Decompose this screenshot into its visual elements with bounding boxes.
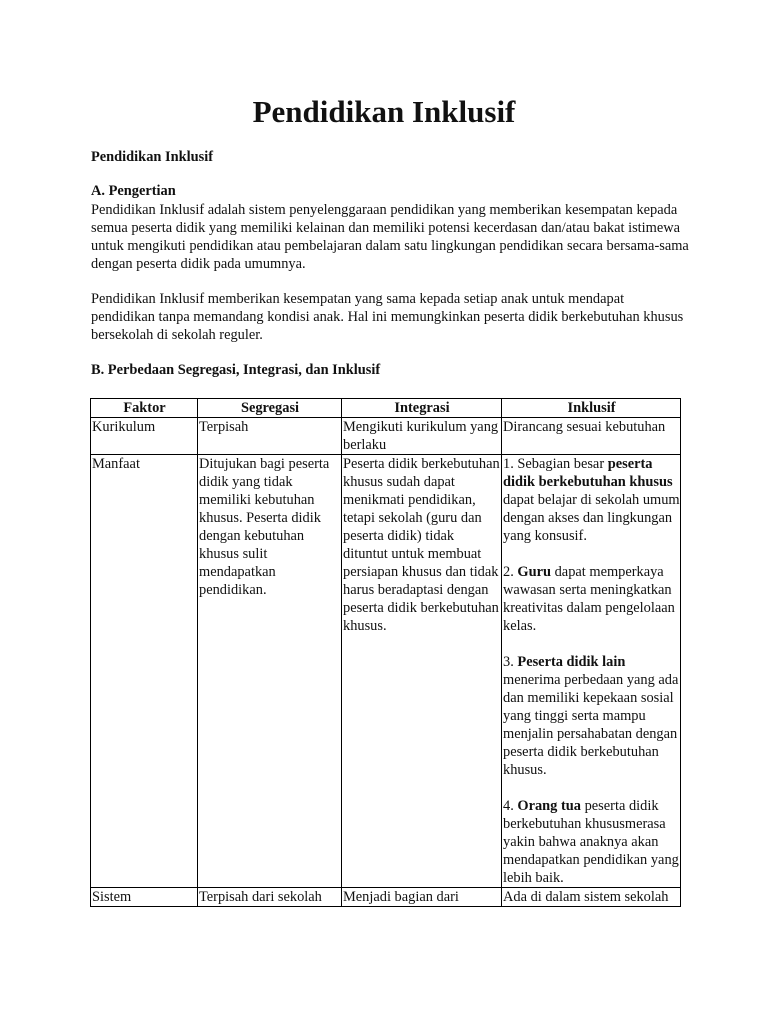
benefit-2-rest: dapat memperkaya wawasan serta meningkatkan kreativitas dalam pengelolaan kelas. [503, 564, 675, 634]
section-a-paragraph-2: Pendidikan Inklusif memberikan kesempatan yang sama kepada setiap anak untuk mendapat pendidikan tanpa memandang kondisi anak. Hal ini memungkinkan peserta didik berkebutuhan khusus bersekolah di sekolah reguler. [91, 291, 684, 343]
cell-sistem-faktor: Sistem [91, 888, 198, 907]
benefit-1-rest: dapat belajar di sekolah umum dengan akses dan lingkungan yang konsusif. [503, 492, 680, 544]
header-faktor: Faktor [91, 399, 198, 418]
page-title: Pendidikan Inklusif [252, 94, 516, 129]
cell-kurikulum-inklusif: Dirancang sesuai kebutuhan [502, 418, 681, 455]
cell-kurikulum-faktor: Kurikulum [91, 418, 198, 455]
benefit-3-bold: Peserta didik lain [517, 654, 626, 670]
section-a-paragraph-1: Pendidikan Inklusif adalah sistem penyelenggaraan pendidikan yang memberikan kesempatan kepada semua peserta didik yang memiliki kelainan dan memiliki potensi kecerdasan dan/atau bakat istimewa untuk mengikuti pendidikan atau pembelajaran dalam satu lingkungan pendidikan secara bersama-sama dengan peserta didik pada umumnya. [91, 202, 689, 272]
table-row-manfaat [91, 455, 681, 888]
benefit-2-number: 2. [503, 564, 514, 580]
benefit-point-3 [503, 653, 680, 779]
benefit-1-number: 1. [503, 456, 514, 472]
table-row-sistem [91, 888, 681, 907]
benefit-point-4 [503, 797, 680, 887]
benefit-4-bold: Orang tua [517, 798, 581, 814]
cell-sistem-segregasi: Terpisah dari sekolah [198, 888, 342, 907]
benefit-1-pre: Sebagian besar [517, 456, 605, 472]
cell-sistem-integrasi: Menjadi bagian dari [342, 888, 502, 907]
header-integrasi: Integrasi [342, 399, 502, 418]
benefit-point-2 [503, 563, 680, 635]
cell-kurikulum-integrasi: Mengikuti kurikulum yang berlaku [342, 418, 502, 455]
cell-manfaat-segregasi: Ditujukan bagi peserta didik yang tidak memiliki kebutuhan khusus. Peserta didik dengan kebutuhan khusus sulit mendapatkan pendidikan. [198, 455, 342, 888]
benefit-3-rest: menerima perbedaan yang ada dan memiliki kepekaan sosial yang tinggi serta mampu menjalin persahabatan dengan peserta didik berkebutuhan khusus. [503, 672, 679, 778]
document-subtitle: Pendidikan Inklusif [91, 149, 213, 165]
comparison-table [90, 398, 681, 907]
table-row-kurikulum [91, 418, 681, 455]
cell-manfaat-inklusif [502, 455, 681, 888]
section-a-heading: A. Pengertian [91, 183, 176, 199]
cell-manfaat-integrasi: Peserta didik berkebutuhan khusus sudah dapat menikmati pendidikan, tetapi sekolah (guru dan peserta didik) tidak dituntut untuk membuat persiapan khusus dan tidak harus beradaptasi dengan peserta didik berkebutuhan khusus. [342, 455, 502, 888]
header-inklusif: Inklusif [502, 399, 681, 418]
benefit-1-bold: peserta didik berkebutuhan khusus [503, 456, 673, 490]
benefit-3-number: 3. [503, 654, 514, 670]
section-b-heading: B. Perbedaan Segregasi, Integrasi, dan Inklusif [91, 362, 381, 378]
cell-manfaat-faktor: Manfaat [91, 455, 198, 888]
benefit-4-rest: peserta didik berkebutuhan khususmerasa yakin bahwa anaknya akan mendapatkan pendidikan yang lebih baik. [503, 798, 679, 886]
benefit-4-number: 4. [503, 798, 514, 814]
table-header-row [91, 399, 681, 418]
cell-sistem-inklusif: Ada di dalam sistem sekolah [502, 888, 681, 907]
benefit-point-1 [503, 455, 680, 545]
benefit-2-bold: Guru [517, 564, 551, 580]
header-segregasi: Segregasi [198, 399, 342, 418]
cell-kurikulum-segregasi: Terpisah [198, 418, 342, 455]
